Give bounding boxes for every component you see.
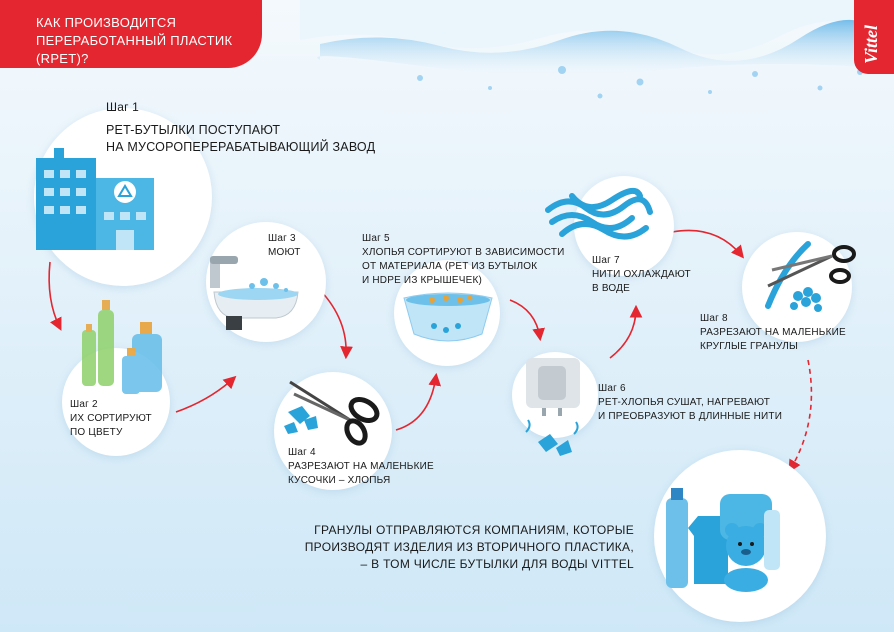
scissors-flakes-icon (280, 372, 390, 448)
step-3-name: Шаг 3 (268, 233, 296, 244)
step-2-name: Шаг 2 (70, 399, 98, 410)
step-5-line-3: И HDPE ИЗ КРЫШЕЧЕК) (362, 275, 483, 286)
step-5-name: Шаг 5 (362, 233, 390, 244)
step-8-line-1: РАЗРЕЗАЮТ НА МАЛЕНЬКИЕ (700, 327, 846, 338)
step-8-name: Шаг 8 (700, 313, 728, 324)
step-4-text (288, 446, 434, 488)
step-1-line-2: НА МУСОРОПЕРЕРАБАТЫВАЮЩИЙ ЗАВОД (106, 140, 376, 154)
plastic-threads-icon (542, 186, 654, 244)
recycling-plant-icon (30, 148, 160, 254)
step-7-name: Шаг 7 (592, 255, 620, 266)
step-4-name: Шаг 4 (288, 447, 316, 458)
scissors-granules-icon (748, 236, 858, 320)
final-line-1: ГРАНУЛЫ ОТПРАВЛЯЮТСЯ КОМПАНИЯМ, КОТОРЫЕ (314, 523, 634, 537)
washing-sink-icon (206, 252, 302, 334)
step-5-text (362, 232, 565, 288)
step-1-text (106, 100, 375, 156)
final-line-2: ПРОИЗВОДЯТ ИЗДЕЛИЯ ИЗ ВТОРИЧНОГО ПЛАСТИКА, (304, 540, 634, 554)
step-2-text (70, 398, 152, 440)
step-3-text (268, 232, 301, 260)
step-1-line-1: PET-БУТЫЛКИ ПОСТУПАЮТ (106, 123, 281, 137)
step-6-line-1: PET-ХЛОПЬЯ СУШАТ, НАГРЕВАЮТ (598, 397, 771, 408)
step-5-line-1: ХЛОПЬЯ СОРТИРУЮТ В ЗАВИСИМОСТИ (362, 247, 565, 258)
step-7-text (592, 254, 691, 296)
step-6-line-2: И ПРЕОБРАЗУЮТ В ДЛИННЫЕ НИТИ (598, 411, 783, 422)
flotation-tank-icon (402, 290, 494, 346)
final-line-3: – В ТОМ ЧИСЛЕ БУТЫЛКИ ДЛЯ ВОДЫ VITTEL (360, 557, 634, 571)
step-5-line-2: ОТ МАТЕРИАЛА (PET ИЗ БУТЫЛОК (362, 261, 538, 272)
brand-logo: Vittel (861, 24, 881, 64)
step-8-line-2: КРУГЛЫЕ ГРАНУЛЫ (700, 341, 799, 352)
extruder-machine-icon (518, 356, 588, 464)
final-text (305, 522, 634, 573)
step-7-line-2: В ВОДЕ (592, 283, 630, 294)
step-2-line-2: ПО ЦВЕТУ (70, 427, 123, 438)
step-6-text (598, 382, 782, 424)
step-4-line-2: КУСОЧКИ – ХЛОПЬЯ (288, 475, 391, 486)
step-8-text (700, 312, 846, 354)
step-1-name: Шаг 1 (106, 100, 140, 114)
page-title-line-1: КАК ПРОИЗВОДИТСЯ (36, 15, 177, 30)
step-2-line-1: ИХ СОРТИРУЮТ (70, 413, 152, 424)
recycled-products-icon (660, 480, 786, 592)
step-4-line-1: РАЗРЕЗАЮТ НА МАЛЕНЬКИЕ (288, 461, 434, 472)
page-title-line-2: ПЕРЕРАБОТАННЫЙ ПЛАСТИК (RPET)? (36, 33, 233, 66)
step-6-name: Шаг 6 (598, 383, 626, 394)
step-7-line-1: НИТИ ОХЛАЖДАЮТ (592, 269, 691, 280)
step-3-line-1: МОЮТ (268, 247, 301, 258)
sorted-bottles-icon (76, 296, 172, 396)
